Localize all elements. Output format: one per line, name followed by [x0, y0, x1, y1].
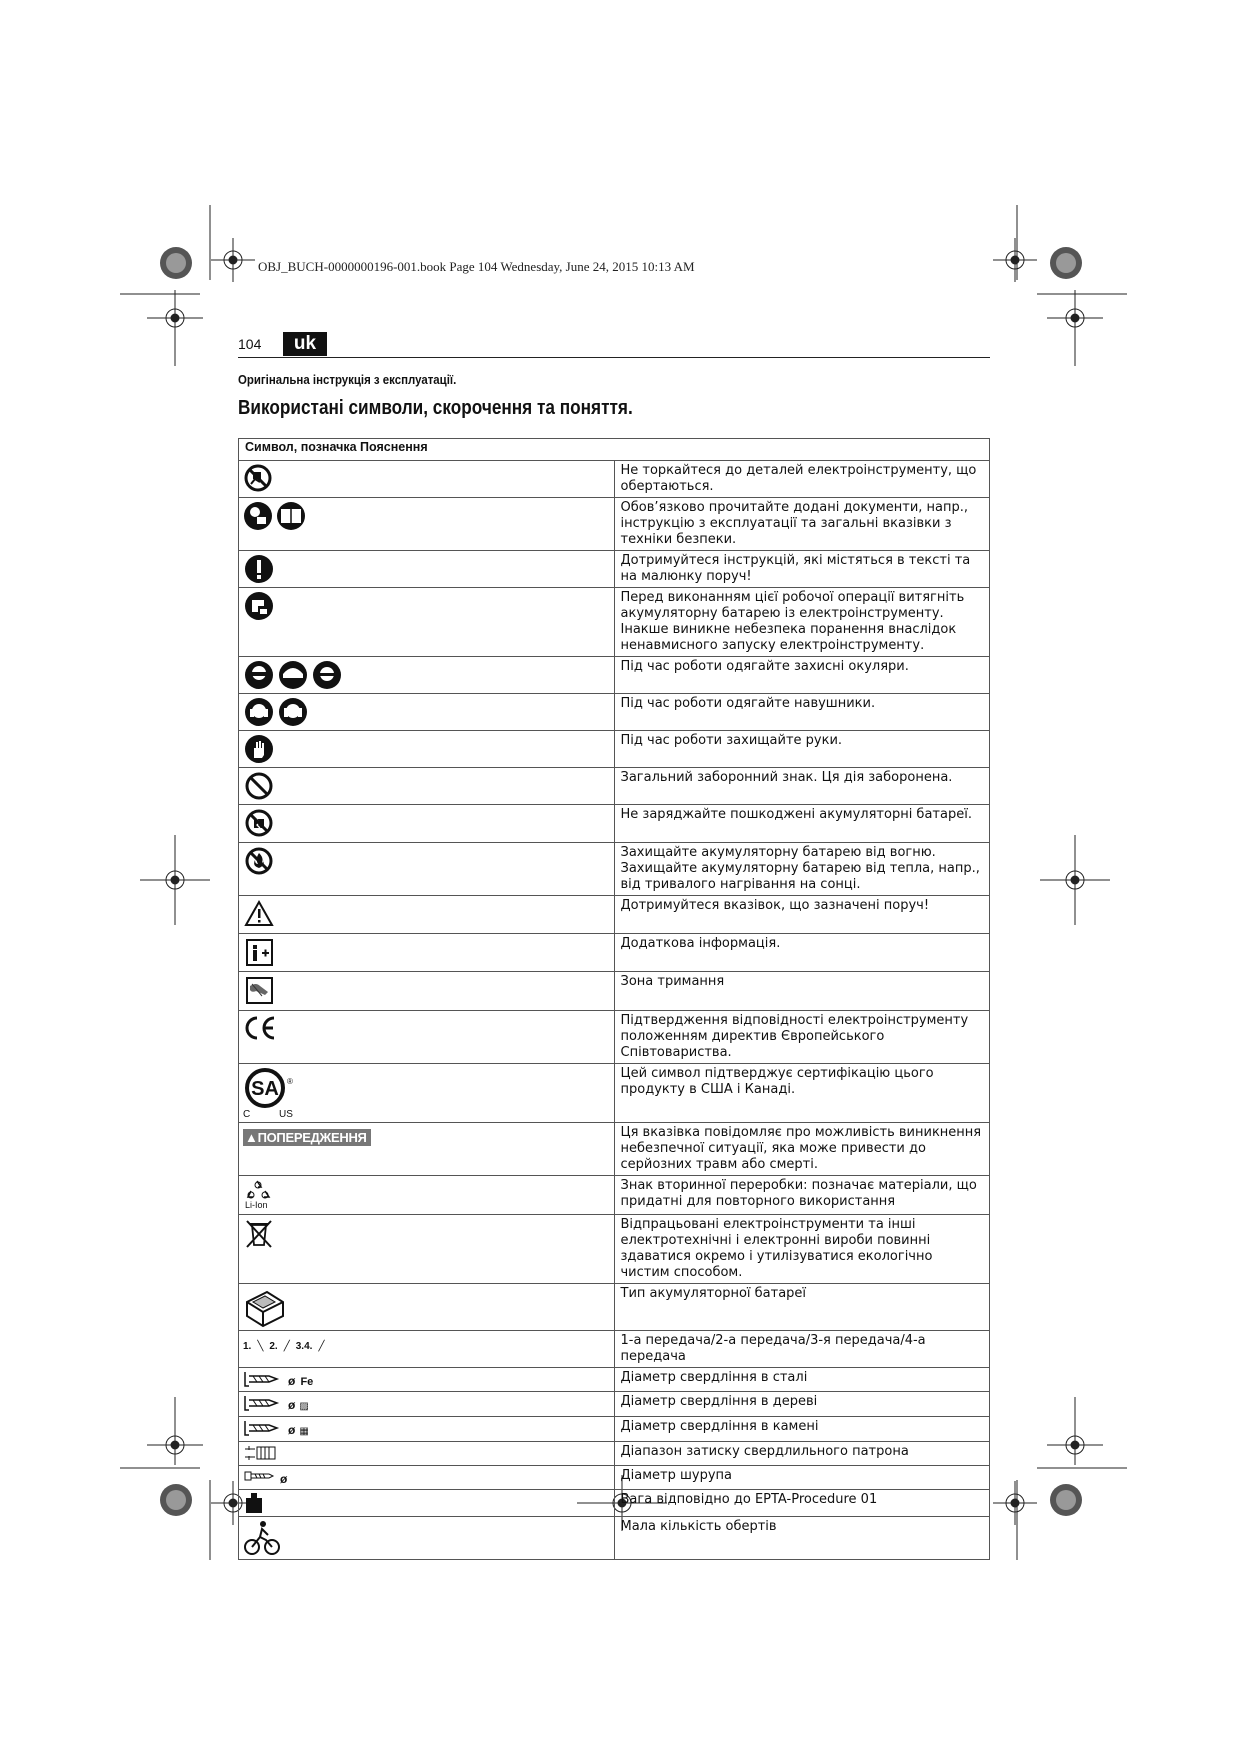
row-text: 1-а передача/2-а передача/3-я передача/4-а передача	[614, 1331, 990, 1368]
table-row	[239, 1215, 990, 1284]
weight-icon	[243, 1492, 273, 1514]
row-text: Знак вторинної переробки: позначає матеріали, що придатні для повторного використання	[614, 1176, 990, 1215]
table-row	[239, 934, 990, 972]
eye-protection-icon	[243, 659, 343, 691]
row-text: Цей символ підтверджує сертифікацію цього продукту в США і Канаді.	[614, 1064, 990, 1123]
row-text: Не торкайтеся до деталей електроінструменту, що обертаються.	[614, 461, 990, 498]
low-speed-bicycle-icon	[243, 1519, 281, 1557]
protect-battery-fire-icon	[243, 845, 275, 877]
warning-label-icon	[243, 1129, 371, 1146]
table-row	[239, 588, 990, 657]
row-text: Зона тримання	[614, 972, 990, 1011]
row-text: Діаметр свердління в сталі	[614, 1368, 990, 1392]
read-manual-icon	[243, 500, 307, 532]
row-text: Додаткова інформація.	[614, 934, 990, 972]
warning-triangle-small-icon: ▲	[245, 1130, 258, 1145]
table-row	[239, 1123, 990, 1176]
stone-icon: ▦	[299, 1426, 309, 1437]
table-row	[239, 731, 990, 768]
table-row	[239, 498, 990, 551]
wood-icon: ▨	[299, 1401, 309, 1412]
gear-4-label: 4.	[304, 1341, 313, 1352]
table-row	[239, 1064, 990, 1123]
symbols-table	[238, 438, 990, 1560]
grip-area-icon	[243, 974, 275, 1006]
drill-stone-icon	[243, 1419, 285, 1437]
table-row	[239, 1368, 990, 1392]
csa-us-label: US	[279, 1109, 293, 1120]
hand-protection-icon	[243, 733, 275, 765]
table-row	[239, 1392, 990, 1417]
row-text: Мала кількість обертів	[614, 1517, 990, 1560]
row-text: Діаметр свердління в камені	[614, 1417, 990, 1442]
table-row	[239, 1466, 990, 1490]
drill-wood-icon	[243, 1394, 285, 1412]
row-text: Перед виконанням цієї робочої операції витягніть акумуляторну батарею із електроінструменту. Інакше виникне небезпека поранення внаслідок ненавмисного запуску електроінструменту.	[614, 588, 990, 657]
page-number: 104	[238, 336, 262, 352]
remove-battery-icon	[243, 590, 275, 622]
page-title: Використані символи, скорочення та поняття.	[238, 397, 633, 419]
prohibition-icon	[243, 770, 275, 802]
row-text: Дотримуйтеся вказівок, що зазначені поруч!	[614, 896, 990, 934]
fe-label: Fe	[300, 1376, 314, 1388]
gear-selection-icon: ╲	[257, 1341, 264, 1352]
table-row	[239, 694, 990, 731]
battery-type-icon	[243, 1286, 287, 1328]
table-row	[239, 805, 990, 843]
table-row	[239, 1284, 990, 1331]
info-icon	[243, 936, 275, 968]
row-text: Ця вказівка повідомляє про можливість виникнення небезпечної ситуації, яка може привести до серйозних травм або смерті.	[614, 1123, 990, 1176]
row-text: Відпрацьовані електроінструменти та інші електротехнічні і електронні вироби повинні здаватися окремо і утилізуватися екологічно чистим способом.	[614, 1215, 990, 1284]
row-text: Під час роботи одягайте захисні окуляри.	[614, 657, 990, 694]
gear-2-label: 2.	[269, 1341, 278, 1352]
table-row	[239, 896, 990, 934]
ce-mark-icon	[243, 1013, 277, 1043]
recycling-li-ion-icon	[243, 1178, 277, 1212]
table-row	[239, 551, 990, 588]
mandatory-instruction-icon	[243, 553, 275, 585]
table-row	[239, 1011, 990, 1064]
table-row	[239, 1442, 990, 1466]
row-text: Захищайте акумуляторну батарею від вогню. Захищайте акумуляторну батарею від тепла, напр., від тривалого нагрівання на сонці.	[614, 843, 990, 896]
print-header: OBJ_BUCH-0000000196-001.book Page 104 Wednesday, June 24, 2015 10:13 AM	[258, 259, 695, 274]
li-ion-label: Li-Ion	[245, 1200, 268, 1210]
subtitle: Оригінальна інструкція з експлуатації.	[238, 372, 457, 387]
no-rotating-parts-icon	[243, 463, 273, 493]
table-row	[239, 1176, 990, 1215]
no-charge-damaged-battery-icon	[243, 807, 275, 839]
diameter-symbol: ø	[288, 1423, 296, 1437]
diameter-symbol: ø	[288, 1398, 296, 1412]
table-header: Символ, позначка Пояснення	[239, 439, 990, 461]
diameter-symbol: ø	[288, 1374, 296, 1388]
header-rule	[238, 357, 990, 358]
gear-3-label: 3.	[295, 1341, 305, 1352]
row-text: Обов’язково прочитайте додані документи, напр., інструкцію з експлуатації та загальні вказівки з техніки безпеки.	[614, 498, 990, 551]
table-row	[239, 1490, 990, 1517]
language-badge: uk	[283, 332, 327, 356]
drill-steel-icon	[243, 1370, 285, 1388]
table-row	[239, 1331, 990, 1368]
gear-2-symbol: ╱	[283, 1341, 290, 1352]
ear-protection-icon	[243, 696, 309, 728]
table-row	[239, 843, 990, 896]
svg-text:®: ®	[287, 1077, 293, 1086]
weee-bin-icon	[243, 1217, 275, 1251]
warning-triangle-icon	[243, 898, 275, 930]
table-row	[239, 768, 990, 805]
row-text: Тип акумуляторної батареї	[614, 1284, 990, 1331]
table-row	[239, 972, 990, 1011]
csa-mark-icon	[243, 1066, 303, 1120]
row-text: Підтвердження відповідності електроінструменту положенням директив Європейського Співтовариства.	[614, 1011, 990, 1064]
row-text: Під час роботи захищайте руки.	[614, 731, 990, 768]
csa-c-label: C	[243, 1109, 251, 1120]
row-text: Вага відповідно до EPTA-Procedure 01	[614, 1490, 990, 1517]
svg-text:SA: SA	[251, 1078, 279, 1100]
table-row	[239, 1517, 990, 1560]
screw-diameter-icon	[243, 1468, 277, 1484]
row-text: Діаметр свердління в дереві	[614, 1392, 990, 1417]
row-text: Дотримуйтеся інструкцій, які містяться в тексті та на малюнку поруч!	[614, 551, 990, 588]
row-text: Діапазон затиску свердлильного патрона	[614, 1442, 990, 1466]
table-row	[239, 1417, 990, 1442]
row-text: Не заряджайте пошкоджені акумуляторні батареї.	[614, 805, 990, 843]
gear-1-label: 1.	[243, 1341, 252, 1352]
table-row	[239, 657, 990, 694]
diameter-symbol: ø	[280, 1472, 288, 1486]
chuck-range-icon	[243, 1444, 285, 1462]
row-text: Під час роботи одягайте навушники.	[614, 694, 990, 731]
row-text: Діаметр шурупа	[614, 1466, 990, 1490]
gear-4-symbol: ╱	[318, 1341, 325, 1352]
table-row	[239, 461, 990, 498]
table-header-row	[239, 439, 990, 461]
row-text: Загальний заборонний знак. Ця дія заборонена.	[614, 768, 990, 805]
warning-label-text: ПОПЕРЕДЖЕННЯ	[257, 1130, 367, 1145]
